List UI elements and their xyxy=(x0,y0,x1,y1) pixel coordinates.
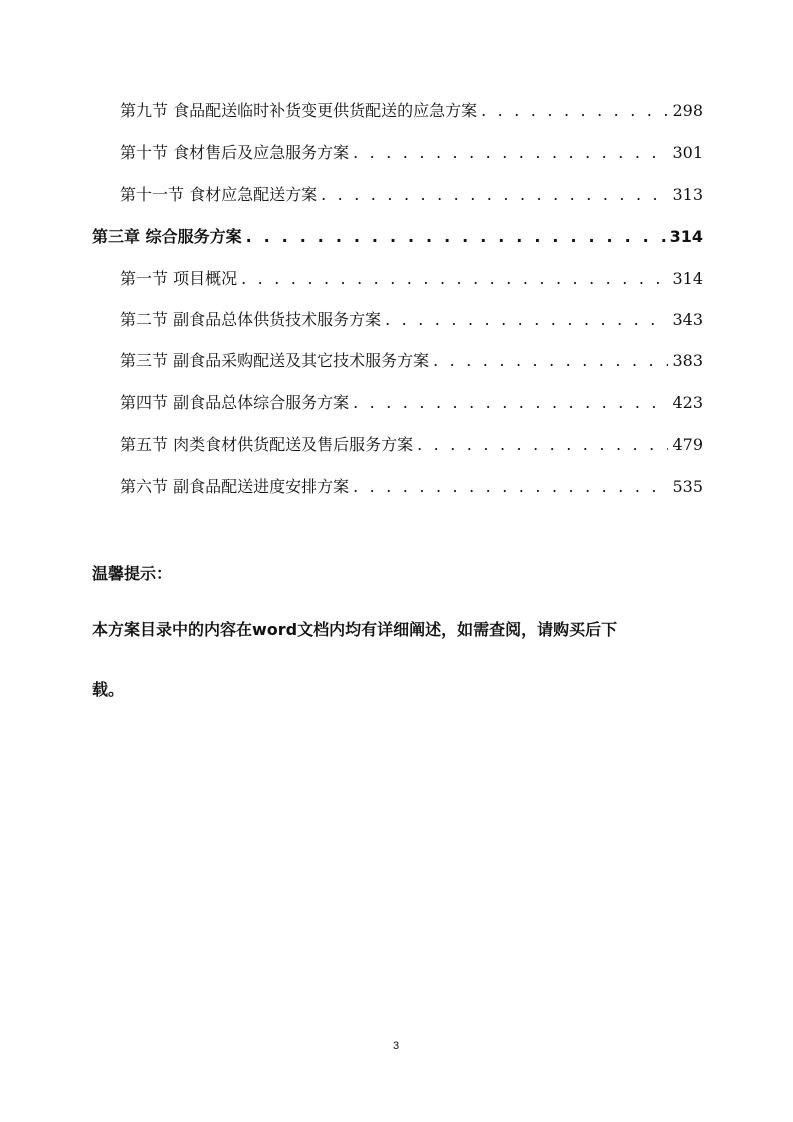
toc-entry[interactable] xyxy=(120,475,703,499)
toc-leader xyxy=(321,183,668,207)
toc-entry-title: 第六节 副食品配送进度安排方案 xyxy=(120,477,350,496)
toc-entry[interactable] xyxy=(120,349,703,373)
toc-entry[interactable] xyxy=(120,391,703,415)
toc-entry-title: 第三节 副食品采购配送及其它技术服务方案 xyxy=(120,351,430,370)
toc-leader xyxy=(417,433,668,457)
toc-entry-page: 301 xyxy=(672,143,703,162)
toc-entry-page: 313 xyxy=(672,185,703,204)
toc-chapter-entry[interactable] xyxy=(92,225,703,249)
toc-entry-title: 第五节 肉类食材供货配送及售后服务方案 xyxy=(120,435,414,454)
toc-entry-page: 314 xyxy=(669,227,703,246)
toc-leader xyxy=(246,225,666,249)
toc-entry[interactable] xyxy=(120,308,703,332)
toc-entry-title: 第二节 副食品总体供货技术服务方案 xyxy=(120,310,382,329)
notice-heading: 温馨提示： xyxy=(92,564,173,583)
notice-text: 本方案目录中的内容在word文档内均有详细阐述，如需查阅，请购买后下 xyxy=(92,620,618,639)
toc-leader xyxy=(241,267,668,291)
toc-leader xyxy=(385,308,668,332)
toc-entry[interactable] xyxy=(120,433,703,457)
toc-entry[interactable] xyxy=(120,99,703,123)
toc-entry-page: 423 xyxy=(672,393,703,412)
notice-text-continued: 载。 xyxy=(92,680,125,699)
toc-leader xyxy=(353,475,668,499)
toc-entry-page: 343 xyxy=(672,310,703,329)
toc-leader xyxy=(353,141,668,165)
toc-entry-title: 第一节 项目概况 xyxy=(120,269,238,288)
toc-entry-page: 298 xyxy=(672,101,703,120)
toc-entry[interactable] xyxy=(120,141,703,165)
page-number: 3 xyxy=(393,1040,400,1052)
toc-entry-title: 第十一节 食材应急配送方案 xyxy=(120,185,318,204)
toc-entry-page: 535 xyxy=(672,477,703,496)
toc-entry-page: 383 xyxy=(672,351,703,370)
toc-leader xyxy=(353,391,668,415)
toc-entry[interactable] xyxy=(120,183,703,207)
toc-entry-page: 314 xyxy=(672,269,703,288)
toc-entry-title: 第三章 综合服务方案 xyxy=(92,227,242,246)
toc-leader xyxy=(481,99,668,123)
toc-entry-title: 第四节 副食品总体综合服务方案 xyxy=(120,393,350,412)
toc-entry[interactable] xyxy=(120,267,703,291)
toc-entry-page: 479 xyxy=(672,435,703,454)
toc-entry-title: 第九节 食品配送临时补货变更供货配送的应急方案 xyxy=(120,101,478,120)
toc-leader xyxy=(433,349,668,373)
toc-entry-title: 第十节 食材售后及应急服务方案 xyxy=(120,143,350,162)
